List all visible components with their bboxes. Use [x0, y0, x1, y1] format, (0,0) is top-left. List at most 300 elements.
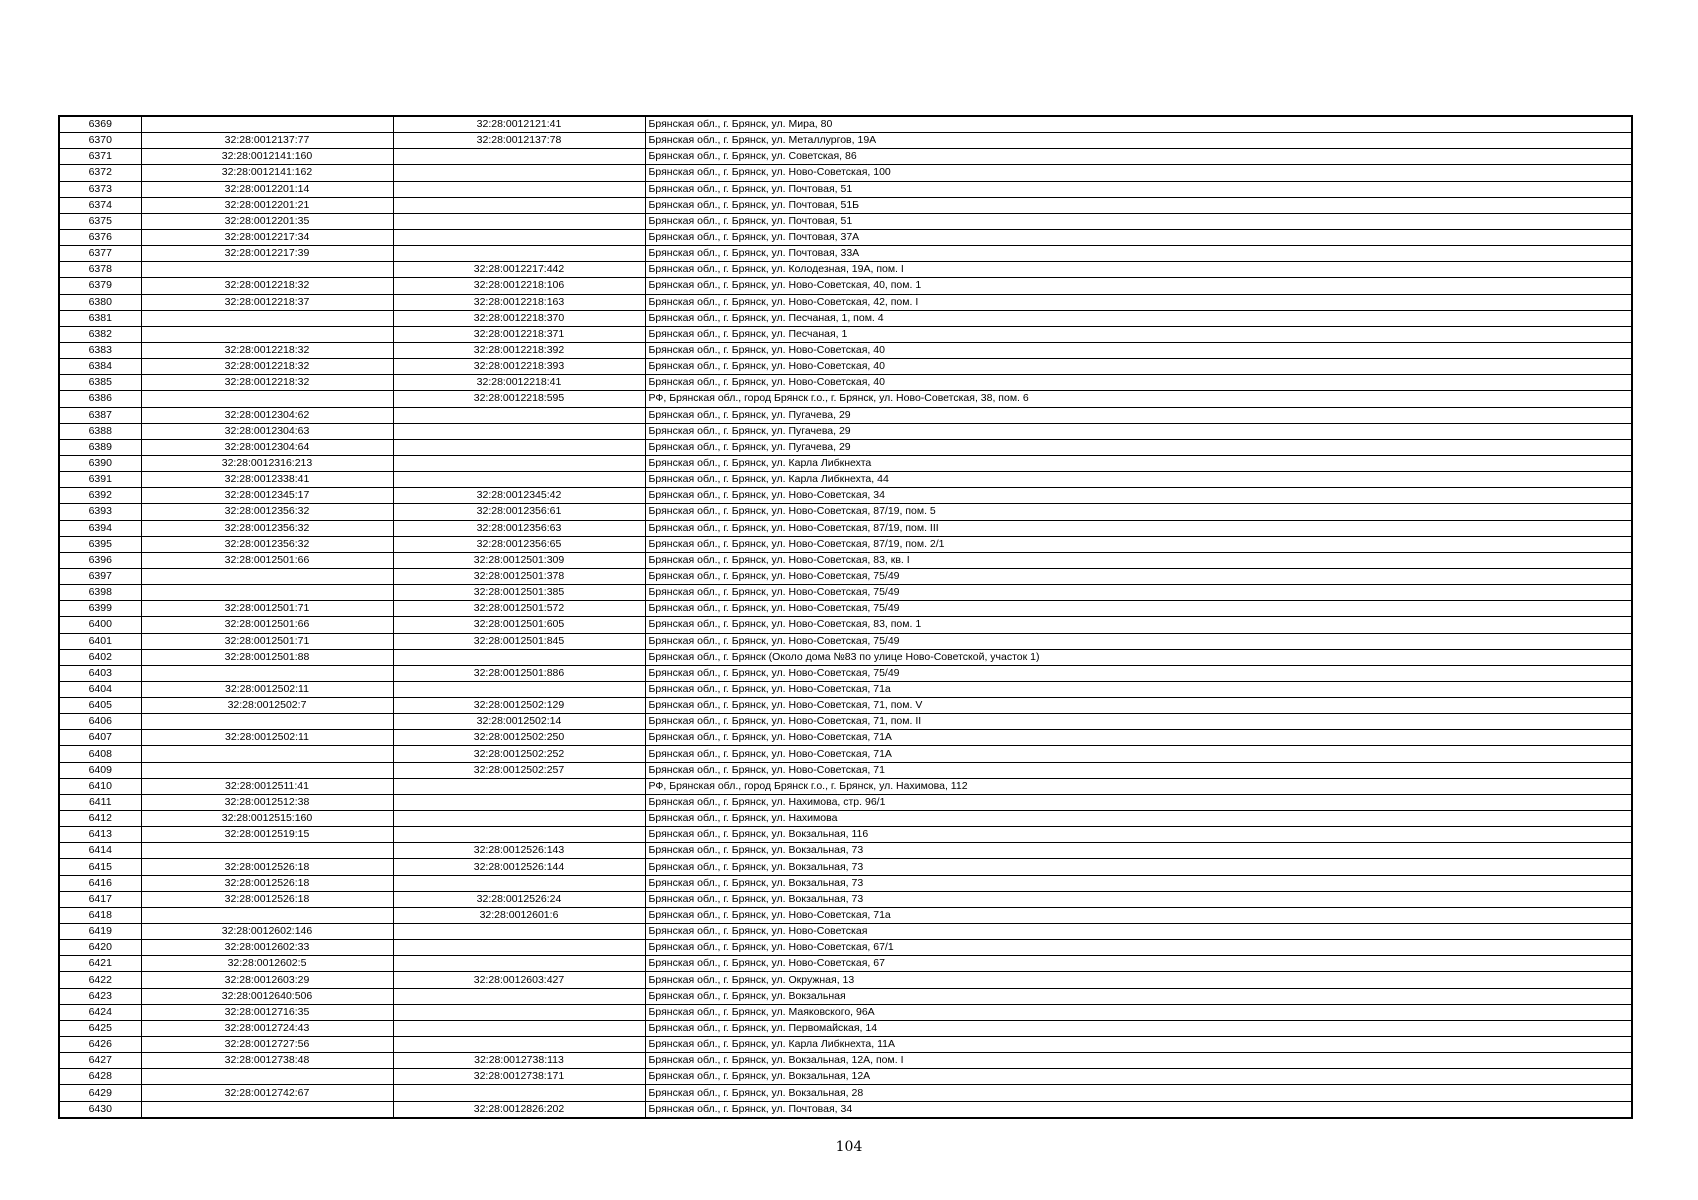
address-cell: Брянская обл., г. Брянск, ул. Карла Либкнехта, 11А [645, 1037, 1632, 1053]
table-row [59, 375, 1632, 391]
address-cell: Брянская обл., г. Брянск, ул. Первомайская, 14 [645, 1020, 1632, 1036]
object-cadastral-number-cell: 32:28:0012526:143 [393, 843, 645, 859]
object-cadastral-number-cell [393, 649, 645, 665]
address-cell: Брянская обл., г. Брянск, ул. Ново-Советская, 100 [645, 165, 1632, 181]
parcel-cadastral-number-cell: 32:28:0012356:32 [141, 536, 393, 552]
object-cadastral-number-cell: 32:28:0012121:41 [393, 116, 645, 133]
table-row [59, 423, 1632, 439]
object-cadastral-number-cell [393, 423, 645, 439]
address-cell: Брянская обл., г. Брянск, ул. Ново-Советская, 75/49 [645, 633, 1632, 649]
object-cadastral-number-cell: 32:28:0012218:163 [393, 294, 645, 310]
parcel-cadastral-number-cell: 32:28:0012501:66 [141, 617, 393, 633]
table-row [59, 698, 1632, 714]
address-cell: Брянская обл., г. Брянск, ул. Ново-Советская, 71, пом. II [645, 714, 1632, 730]
address-cell: Брянская обл., г. Брянск, ул. Почтовая, 33А [645, 246, 1632, 262]
address-cell: Брянская обл., г. Брянск, ул. Вокзальная, 12А [645, 1069, 1632, 1085]
parcel-cadastral-number-cell: 32:28:0012345:17 [141, 488, 393, 504]
address-cell: Брянская обл., г. Брянск, ул. Почтовая, 51 [645, 181, 1632, 197]
address-cell: Брянская обл., г. Брянск, ул. Ново-Советская, 71 [645, 762, 1632, 778]
parcel-cadastral-number-cell: 32:28:0012304:64 [141, 439, 393, 455]
parcel-cadastral-number-cell [141, 585, 393, 601]
row-number-cell: 6376 [59, 229, 141, 245]
table-row [59, 924, 1632, 940]
table-row [59, 859, 1632, 875]
object-cadastral-number-cell [393, 875, 645, 891]
object-cadastral-number-cell [393, 407, 645, 423]
table-row [59, 568, 1632, 584]
parcel-cadastral-number-cell [141, 568, 393, 584]
address-cell: Брянская обл., г. Брянск, ул. Вокзальная, 73 [645, 891, 1632, 907]
table-row [59, 197, 1632, 213]
object-cadastral-number-cell: 32:28:0012218:41 [393, 375, 645, 391]
object-cadastral-number-cell: 32:28:0012526:144 [393, 859, 645, 875]
table-row [59, 391, 1632, 407]
table-row [59, 165, 1632, 181]
address-cell: Брянская обл., г. Брянск, ул. Ново-Советская, 42, пом. I [645, 294, 1632, 310]
row-number-cell: 6423 [59, 988, 141, 1004]
object-cadastral-number-cell: 32:28:0012356:61 [393, 504, 645, 520]
object-cadastral-number-cell: 32:28:0012218:393 [393, 359, 645, 375]
object-cadastral-number-cell: 32:28:0012826:202 [393, 1101, 645, 1118]
parcel-cadastral-number-cell: 32:28:0012304:63 [141, 423, 393, 439]
parcel-cadastral-number-cell: 32:28:0012640:506 [141, 988, 393, 1004]
parcel-cadastral-number-cell [141, 907, 393, 923]
object-cadastral-number-cell: 32:28:0012501:572 [393, 601, 645, 617]
parcel-cadastral-number-cell: 32:28:0012338:41 [141, 472, 393, 488]
object-cadastral-number-cell [393, 681, 645, 697]
row-number-cell: 6430 [59, 1101, 141, 1118]
parcel-cadastral-number-cell: 32:28:0012218:32 [141, 375, 393, 391]
table-row [59, 488, 1632, 504]
address-cell: Брянская обл., г. Брянск, ул. Ново-Советская, 75/49 [645, 568, 1632, 584]
object-cadastral-number-cell: 32:28:0012502:252 [393, 746, 645, 762]
row-number-cell: 6386 [59, 391, 141, 407]
address-cell: Брянская обл., г. Брянск, ул. Советская, 86 [645, 149, 1632, 165]
object-cadastral-number-cell [393, 1020, 645, 1036]
row-number-cell: 6390 [59, 455, 141, 471]
row-number-cell: 6383 [59, 342, 141, 358]
object-cadastral-number-cell: 32:28:0012502:129 [393, 698, 645, 714]
table-row [59, 326, 1632, 342]
table-row [59, 1101, 1632, 1118]
object-cadastral-number-cell: 32:28:0012502:250 [393, 730, 645, 746]
object-cadastral-number-cell [393, 439, 645, 455]
address-cell: Брянская обл., г. Брянск, ул. Мира, 80 [645, 116, 1632, 133]
parcel-cadastral-number-cell: 32:28:0012724:43 [141, 1020, 393, 1036]
table-row [59, 891, 1632, 907]
row-number-cell: 6394 [59, 520, 141, 536]
parcel-cadastral-number-cell: 32:28:0012501:66 [141, 552, 393, 568]
parcel-cadastral-number-cell [141, 326, 393, 342]
registry-table-body [59, 116, 1632, 1118]
table-row [59, 633, 1632, 649]
table-row [59, 229, 1632, 245]
object-cadastral-number-cell [393, 1004, 645, 1020]
address-cell: Брянская обл., г. Брянск, ул. Вокзальная, 12А, пом. I [645, 1053, 1632, 1069]
table-row [59, 778, 1632, 794]
parcel-cadastral-number-cell: 32:28:0012217:34 [141, 229, 393, 245]
row-number-cell: 6392 [59, 488, 141, 504]
parcel-cadastral-number-cell: 32:28:0012141:160 [141, 149, 393, 165]
parcel-cadastral-number-cell: 32:28:0012217:39 [141, 246, 393, 262]
parcel-cadastral-number-cell: 32:28:0012316:213 [141, 455, 393, 471]
table-row [59, 875, 1632, 891]
object-cadastral-number-cell: 32:28:0012218:595 [393, 391, 645, 407]
row-number-cell: 6402 [59, 649, 141, 665]
address-cell: Брянская обл., г. Брянск, ул. Почтовая, 51 [645, 213, 1632, 229]
table-row [59, 617, 1632, 633]
parcel-cadastral-number-cell: 32:28:0012501:71 [141, 633, 393, 649]
table-row [59, 278, 1632, 294]
row-number-cell: 6406 [59, 714, 141, 730]
row-number-cell: 6369 [59, 116, 141, 133]
parcel-cadastral-number-cell: 32:28:0012502:11 [141, 681, 393, 697]
row-number-cell: 6424 [59, 1004, 141, 1020]
table-row [59, 407, 1632, 423]
parcel-cadastral-number-cell [141, 665, 393, 681]
address-cell: Брянская обл., г. Брянск, ул. Ново-Советская, 75/49 [645, 601, 1632, 617]
address-cell: Брянская обл., г. Брянск, ул. Песчаная, 1 [645, 326, 1632, 342]
parcel-cadastral-number-cell [141, 1101, 393, 1118]
table-row [59, 794, 1632, 810]
row-number-cell: 6412 [59, 811, 141, 827]
object-cadastral-number-cell [393, 197, 645, 213]
table-row [59, 294, 1632, 310]
parcel-cadastral-number-cell: 32:28:0012502:7 [141, 698, 393, 714]
parcel-cadastral-number-cell [141, 310, 393, 326]
row-number-cell: 6399 [59, 601, 141, 617]
address-cell: Брянская обл., г. Брянск, ул. Ново-Советская, 40, пом. 1 [645, 278, 1632, 294]
address-cell: Брянская обл., г. Брянск, ул. Вокзальная [645, 988, 1632, 1004]
row-number-cell: 6387 [59, 407, 141, 423]
table-row [59, 262, 1632, 278]
table-row [59, 1053, 1632, 1069]
row-number-cell: 6396 [59, 552, 141, 568]
table-row [59, 714, 1632, 730]
parcel-cadastral-number-cell [141, 262, 393, 278]
row-number-cell: 6414 [59, 843, 141, 859]
table-row [59, 972, 1632, 988]
address-cell: Брянская обл., г. Брянск, ул. Пугачева, 29 [645, 423, 1632, 439]
row-number-cell: 6375 [59, 213, 141, 229]
address-cell: Брянская обл., г. Брянск, ул. Окружная, 13 [645, 972, 1632, 988]
table-row [59, 213, 1632, 229]
table-row [59, 681, 1632, 697]
parcel-cadastral-number-cell: 32:28:0012218:37 [141, 294, 393, 310]
row-number-cell: 6397 [59, 568, 141, 584]
parcel-cadastral-number-cell: 32:28:0012218:32 [141, 278, 393, 294]
object-cadastral-number-cell: 32:28:0012601:6 [393, 907, 645, 923]
address-cell: Брянская обл., г. Брянск, ул. Почтовая, 37А [645, 229, 1632, 245]
parcel-cadastral-number-cell: 32:28:0012519:15 [141, 827, 393, 843]
row-number-cell: 6427 [59, 1053, 141, 1069]
address-cell: Брянская обл., г. Брянск, ул. Пугачева, 29 [645, 407, 1632, 423]
object-cadastral-number-cell: 32:28:0012738:113 [393, 1053, 645, 1069]
parcel-cadastral-number-cell: 32:28:0012218:32 [141, 359, 393, 375]
page-number: 104 [835, 1139, 863, 1155]
object-cadastral-number-cell [393, 1037, 645, 1053]
object-cadastral-number-cell [393, 778, 645, 794]
object-cadastral-number-cell [393, 181, 645, 197]
row-number-cell: 6418 [59, 907, 141, 923]
parcel-cadastral-number-cell: 32:28:0012201:21 [141, 197, 393, 213]
table-row [59, 762, 1632, 778]
table-row [59, 552, 1632, 568]
row-number-cell: 6395 [59, 536, 141, 552]
table-row [59, 1037, 1632, 1053]
parcel-cadastral-number-cell: 32:28:0012356:32 [141, 520, 393, 536]
object-cadastral-number-cell: 32:28:0012356:63 [393, 520, 645, 536]
table-row [59, 665, 1632, 681]
object-cadastral-number-cell [393, 1085, 645, 1101]
row-number-cell: 6398 [59, 585, 141, 601]
table-row [59, 116, 1632, 133]
object-cadastral-number-cell [393, 455, 645, 471]
table-row [59, 940, 1632, 956]
parcel-cadastral-number-cell [141, 391, 393, 407]
table-row [59, 746, 1632, 762]
row-number-cell: 6407 [59, 730, 141, 746]
row-number-cell: 6400 [59, 617, 141, 633]
object-cadastral-number-cell: 32:28:0012137:78 [393, 133, 645, 149]
registry-table [58, 115, 1633, 1119]
row-number-cell: 6421 [59, 956, 141, 972]
address-cell: РФ, Брянская обл., город Брянск г.о., г. Брянск, ул. Ново-Советская, 38, пом. 6 [645, 391, 1632, 407]
parcel-cadastral-number-cell: 32:28:0012137:77 [141, 133, 393, 149]
object-cadastral-number-cell: 32:28:0012501:886 [393, 665, 645, 681]
object-cadastral-number-cell [393, 794, 645, 810]
address-cell: Брянская обл., г. Брянск, ул. Ново-Советская [645, 924, 1632, 940]
object-cadastral-number-cell: 32:28:0012738:171 [393, 1069, 645, 1085]
parcel-cadastral-number-cell [141, 762, 393, 778]
parcel-cadastral-number-cell [141, 746, 393, 762]
row-number-cell: 6384 [59, 359, 141, 375]
row-number-cell: 6409 [59, 762, 141, 778]
address-cell: Брянская обл., г. Брянск, ул. Вокзальная, 73 [645, 843, 1632, 859]
object-cadastral-number-cell [393, 229, 645, 245]
row-number-cell: 6388 [59, 423, 141, 439]
table-row [59, 1069, 1632, 1085]
parcel-cadastral-number-cell [141, 1069, 393, 1085]
table-row [59, 827, 1632, 843]
table-row [59, 472, 1632, 488]
parcel-cadastral-number-cell: 32:28:0012512:38 [141, 794, 393, 810]
parcel-cadastral-number-cell: 32:28:0012716:35 [141, 1004, 393, 1020]
address-cell: Брянская обл., г. Брянск, ул. Ново-Советская, 83, пом. 1 [645, 617, 1632, 633]
address-cell: Брянская обл., г. Брянск, ул. Вокзальная, 28 [645, 1085, 1632, 1101]
row-number-cell: 6380 [59, 294, 141, 310]
table-row [59, 149, 1632, 165]
address-cell: Брянская обл., г. Брянск, ул. Ново-Советская, 87/19, пом. 2/1 [645, 536, 1632, 552]
row-number-cell: 6373 [59, 181, 141, 197]
object-cadastral-number-cell: 32:28:0012501:309 [393, 552, 645, 568]
table-row [59, 811, 1632, 827]
table-row [59, 730, 1632, 746]
row-number-cell: 6393 [59, 504, 141, 520]
parcel-cadastral-number-cell: 32:28:0012603:29 [141, 972, 393, 988]
parcel-cadastral-number-cell [141, 843, 393, 859]
table-row [59, 181, 1632, 197]
row-number-cell: 6417 [59, 891, 141, 907]
object-cadastral-number-cell [393, 165, 645, 181]
object-cadastral-number-cell [393, 988, 645, 1004]
object-cadastral-number-cell [393, 149, 645, 165]
table-row [59, 956, 1632, 972]
row-number-cell: 6426 [59, 1037, 141, 1053]
row-number-cell: 6379 [59, 278, 141, 294]
table-row [59, 520, 1632, 536]
object-cadastral-number-cell [393, 811, 645, 827]
row-number-cell: 6381 [59, 310, 141, 326]
address-cell: Брянская обл., г. Брянск, ул. Ново-Советская, 67/1 [645, 940, 1632, 956]
table-row [59, 601, 1632, 617]
table-row [59, 536, 1632, 552]
address-cell: Брянская обл., г. Брянск, ул. Ново-Советская, 40 [645, 375, 1632, 391]
row-number-cell: 6385 [59, 375, 141, 391]
object-cadastral-number-cell: 32:28:0012356:65 [393, 536, 645, 552]
address-cell: Брянская обл., г. Брянск, ул. Вокзальная, 73 [645, 859, 1632, 875]
row-number-cell: 6413 [59, 827, 141, 843]
object-cadastral-number-cell: 32:28:0012501:845 [393, 633, 645, 649]
table-row [59, 133, 1632, 149]
object-cadastral-number-cell: 32:28:0012217:442 [393, 262, 645, 278]
object-cadastral-number-cell: 32:28:0012218:371 [393, 326, 645, 342]
row-number-cell: 6378 [59, 262, 141, 278]
address-cell: Брянская обл., г. Брянск, ул. Нахимова [645, 811, 1632, 827]
parcel-cadastral-number-cell: 32:28:0012201:14 [141, 181, 393, 197]
address-cell: Брянская обл., г. Брянск, ул. Маяковского, 96А [645, 1004, 1632, 1020]
parcel-cadastral-number-cell: 32:28:0012501:88 [141, 649, 393, 665]
row-number-cell: 6372 [59, 165, 141, 181]
table-row [59, 585, 1632, 601]
address-cell: Брянская обл., г. Брянск, ул. Почтовая, 51Б [645, 197, 1632, 213]
table-row [59, 907, 1632, 923]
object-cadastral-number-cell: 32:28:0012218:370 [393, 310, 645, 326]
address-cell: Брянская обл., г. Брянск, ул. Почтовая, 34 [645, 1101, 1632, 1118]
object-cadastral-number-cell: 32:28:0012218:106 [393, 278, 645, 294]
object-cadastral-number-cell [393, 956, 645, 972]
table-row [59, 1004, 1632, 1020]
row-number-cell: 6416 [59, 875, 141, 891]
object-cadastral-number-cell: 32:28:0012502:257 [393, 762, 645, 778]
row-number-cell: 6415 [59, 859, 141, 875]
row-number-cell: 6422 [59, 972, 141, 988]
parcel-cadastral-number-cell: 32:28:0012526:18 [141, 859, 393, 875]
table-row [59, 504, 1632, 520]
parcel-cadastral-number-cell: 32:28:0012602:146 [141, 924, 393, 940]
row-number-cell: 6377 [59, 246, 141, 262]
address-cell: Брянская обл., г. Брянск, ул. Карла Либкнехта [645, 455, 1632, 471]
address-cell: Брянская обл., г. Брянск, ул. Ново-Советская, 87/19, пом. III [645, 520, 1632, 536]
address-cell: Брянская обл., г. Брянск, ул. Ново-Советская, 71, пом. V [645, 698, 1632, 714]
address-cell: Брянская обл., г. Брянск, ул. Нахимова, стр. 96/1 [645, 794, 1632, 810]
row-number-cell: 6405 [59, 698, 141, 714]
parcel-cadastral-number-cell [141, 714, 393, 730]
row-number-cell: 6382 [59, 326, 141, 342]
object-cadastral-number-cell: 32:28:0012502:14 [393, 714, 645, 730]
address-cell: Брянская обл., г. Брянск (Около дома №83 по улице Ново-Советской, участок 1) [645, 649, 1632, 665]
row-number-cell: 6371 [59, 149, 141, 165]
table-row [59, 359, 1632, 375]
row-number-cell: 6428 [59, 1069, 141, 1085]
table-row [59, 246, 1632, 262]
table-row [59, 342, 1632, 358]
parcel-cadastral-number-cell: 32:28:0012742:67 [141, 1085, 393, 1101]
parcel-cadastral-number-cell: 32:28:0012515:160 [141, 811, 393, 827]
parcel-cadastral-number-cell: 32:28:0012511:41 [141, 778, 393, 794]
object-cadastral-number-cell [393, 827, 645, 843]
parcel-cadastral-number-cell [141, 116, 393, 133]
object-cadastral-number-cell: 32:28:0012501:605 [393, 617, 645, 633]
address-cell: Брянская обл., г. Брянск, ул. Ново-Советская, 71а [645, 907, 1632, 923]
row-number-cell: 6404 [59, 681, 141, 697]
address-cell: Брянская обл., г. Брянск, ул. Ново-Советская, 87/19, пом. 5 [645, 504, 1632, 520]
parcel-cadastral-number-cell: 32:28:0012501:71 [141, 601, 393, 617]
row-number-cell: 6389 [59, 439, 141, 455]
parcel-cadastral-number-cell: 32:28:0012526:18 [141, 875, 393, 891]
object-cadastral-number-cell: 32:28:0012526:24 [393, 891, 645, 907]
parcel-cadastral-number-cell: 32:28:0012356:32 [141, 504, 393, 520]
row-number-cell: 6419 [59, 924, 141, 940]
table-row [59, 1020, 1632, 1036]
row-number-cell: 6391 [59, 472, 141, 488]
address-cell: Брянская обл., г. Брянск, ул. Ново-Советская, 40 [645, 359, 1632, 375]
object-cadastral-number-cell [393, 246, 645, 262]
address-cell: Брянская обл., г. Брянск, ул. Ново-Советская, 34 [645, 488, 1632, 504]
parcel-cadastral-number-cell: 32:28:0012218:32 [141, 342, 393, 358]
parcel-cadastral-number-cell: 32:28:0012738:48 [141, 1053, 393, 1069]
address-cell: Брянская обл., г. Брянск, ул. Ново-Советская, 71А [645, 730, 1632, 746]
table-row [59, 843, 1632, 859]
address-cell: Брянская обл., г. Брянск, ул. Карла Либкнехта, 44 [645, 472, 1632, 488]
row-number-cell: 6408 [59, 746, 141, 762]
table-row [59, 1085, 1632, 1101]
table-row [59, 649, 1632, 665]
object-cadastral-number-cell [393, 472, 645, 488]
row-number-cell: 6425 [59, 1020, 141, 1036]
object-cadastral-number-cell: 32:28:0012345:42 [393, 488, 645, 504]
address-cell: Брянская обл., г. Брянск, ул. Вокзальная, 73 [645, 875, 1632, 891]
address-cell: Брянская обл., г. Брянск, ул. Ново-Советская, 83, кв. I [645, 552, 1632, 568]
row-number-cell: 6420 [59, 940, 141, 956]
address-cell: Брянская обл., г. Брянск, ул. Ново-Советская, 75/49 [645, 585, 1632, 601]
parcel-cadastral-number-cell: 32:28:0012526:18 [141, 891, 393, 907]
table-row [59, 439, 1632, 455]
address-cell: Брянская обл., г. Брянск, ул. Ново-Советская, 67 [645, 956, 1632, 972]
parcel-cadastral-number-cell: 32:28:0012141:162 [141, 165, 393, 181]
table-row [59, 455, 1632, 471]
object-cadastral-number-cell [393, 213, 645, 229]
parcel-cadastral-number-cell: 32:28:0012602:5 [141, 956, 393, 972]
row-number-cell: 6410 [59, 778, 141, 794]
address-cell: Брянская обл., г. Брянск, ул. Ново-Советская, 71А [645, 746, 1632, 762]
address-cell: Брянская обл., г. Брянск, ул. Колодезная, 19А, пом. I [645, 262, 1632, 278]
address-cell: Брянская обл., г. Брянск, ул. Металлургов, 19А [645, 133, 1632, 149]
address-cell: РФ, Брянская обл., город Брянск г.о., г. Брянск, ул. Нахимова, 112 [645, 778, 1632, 794]
row-number-cell: 6411 [59, 794, 141, 810]
address-cell: Брянская обл., г. Брянск, ул. Вокзальная, 116 [645, 827, 1632, 843]
row-number-cell: 6401 [59, 633, 141, 649]
object-cadastral-number-cell: 32:28:0012603:427 [393, 972, 645, 988]
table-row [59, 988, 1632, 1004]
address-cell: Брянская обл., г. Брянск, ул. Пугачева, 29 [645, 439, 1632, 455]
parcel-cadastral-number-cell: 32:28:0012201:35 [141, 213, 393, 229]
row-number-cell: 6374 [59, 197, 141, 213]
parcel-cadastral-number-cell: 32:28:0012304:62 [141, 407, 393, 423]
address-cell: Брянская обл., г. Брянск, ул. Ново-Советская, 40 [645, 342, 1632, 358]
address-cell: Брянская обл., г. Брянск, ул. Ново-Советская, 75/49 [645, 665, 1632, 681]
address-cell: Брянская обл., г. Брянск, ул. Песчаная, 1, пом. 4 [645, 310, 1632, 326]
